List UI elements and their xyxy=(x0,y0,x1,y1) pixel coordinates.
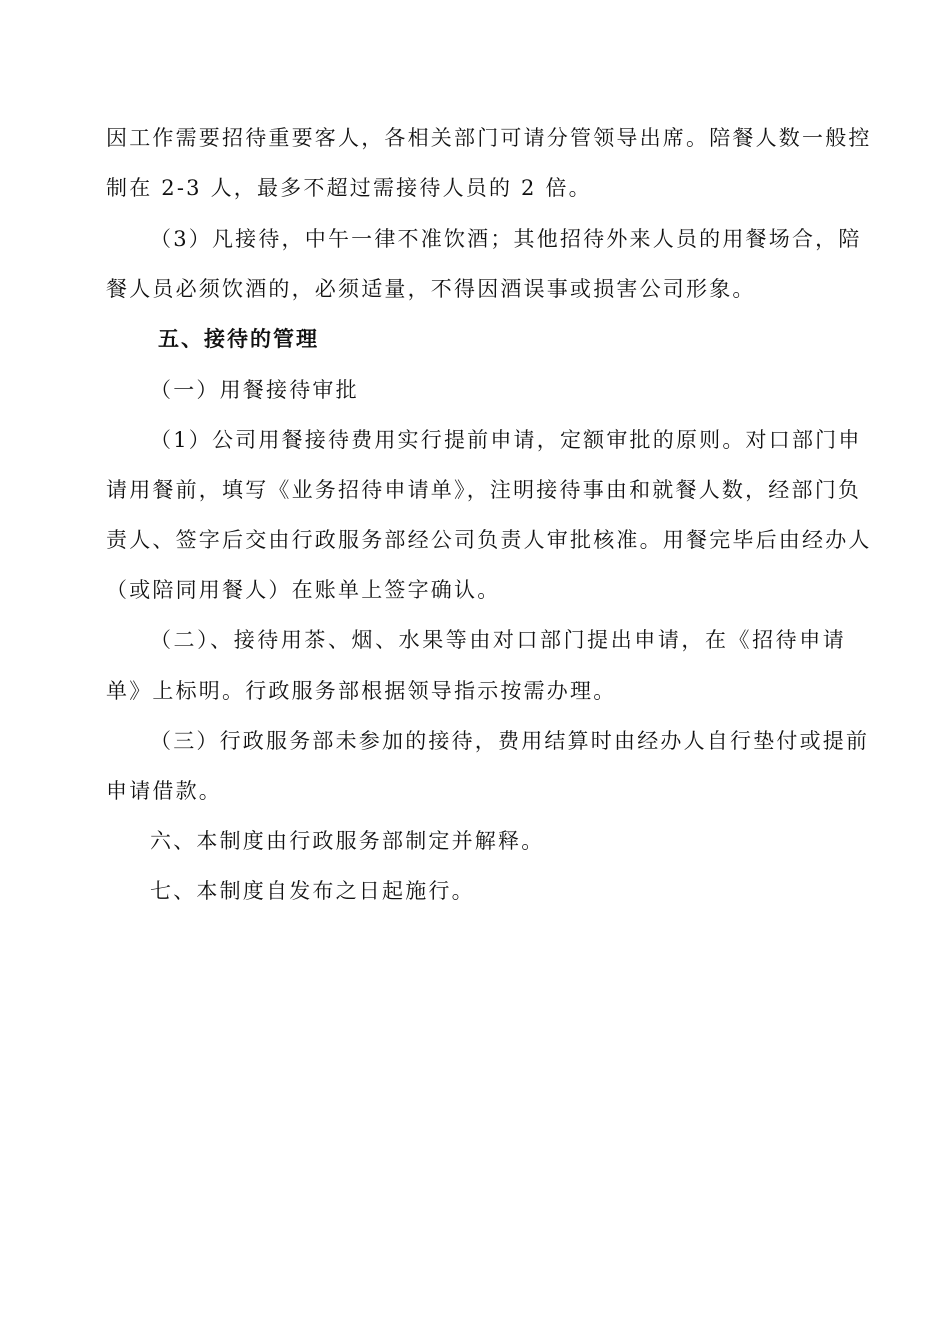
clause-line: 七、本制度自发布之日起施行。 xyxy=(150,879,475,903)
paragraph-line: 餐人员必须饮酒的，必须适量，不得因酒误事或损害公司形象。 xyxy=(106,277,756,301)
paragraph-line: 责人、签字后交由行政服务部经公司负责人审批核准。用餐完毕后由经办人 xyxy=(106,528,872,552)
paragraph-line: （3）凡接待，中午一律不准饮酒；其他招待外来人员的用餐场合，陪 xyxy=(150,227,862,251)
subsection-heading: （一）用餐接待审批 xyxy=(150,378,359,402)
paragraph-line: （三）行政服务部未参加的接待，费用结算时由经办人自行垫付或提前 xyxy=(150,729,870,753)
paragraph-line: （或陪同用餐人）在账单上签字确认。 xyxy=(106,578,501,602)
section-heading: 五、接待的管理 xyxy=(158,326,319,351)
paragraph-line: 请用餐前，填写《业务招待申请单》，注明接待事由和就餐人数，经部门负 xyxy=(106,478,862,502)
paragraph-line: 申请借款。 xyxy=(106,779,222,803)
clause-line: 六、本制度由行政服务部制定并解释。 xyxy=(150,829,545,853)
paragraph-line: （二）、接待用茶、烟、水果等由对口部门提出申请，在《招待申请 xyxy=(150,628,846,652)
paragraph-line: （1）公司用餐接待费用实行提前申请，定额审批的原则。对口部门申 xyxy=(150,428,862,452)
paragraph-line: 因工作需要招待重要客人，各相关部门可请分管领导出席。陪餐人数一般控 xyxy=(106,126,872,150)
paragraph-line: 制在 2-3 人，最多不超过需接待人员的 2 倍。 xyxy=(106,176,592,200)
paragraph-line: 单》上标明。行政服务部根据领导指示按需办理。 xyxy=(106,679,617,703)
